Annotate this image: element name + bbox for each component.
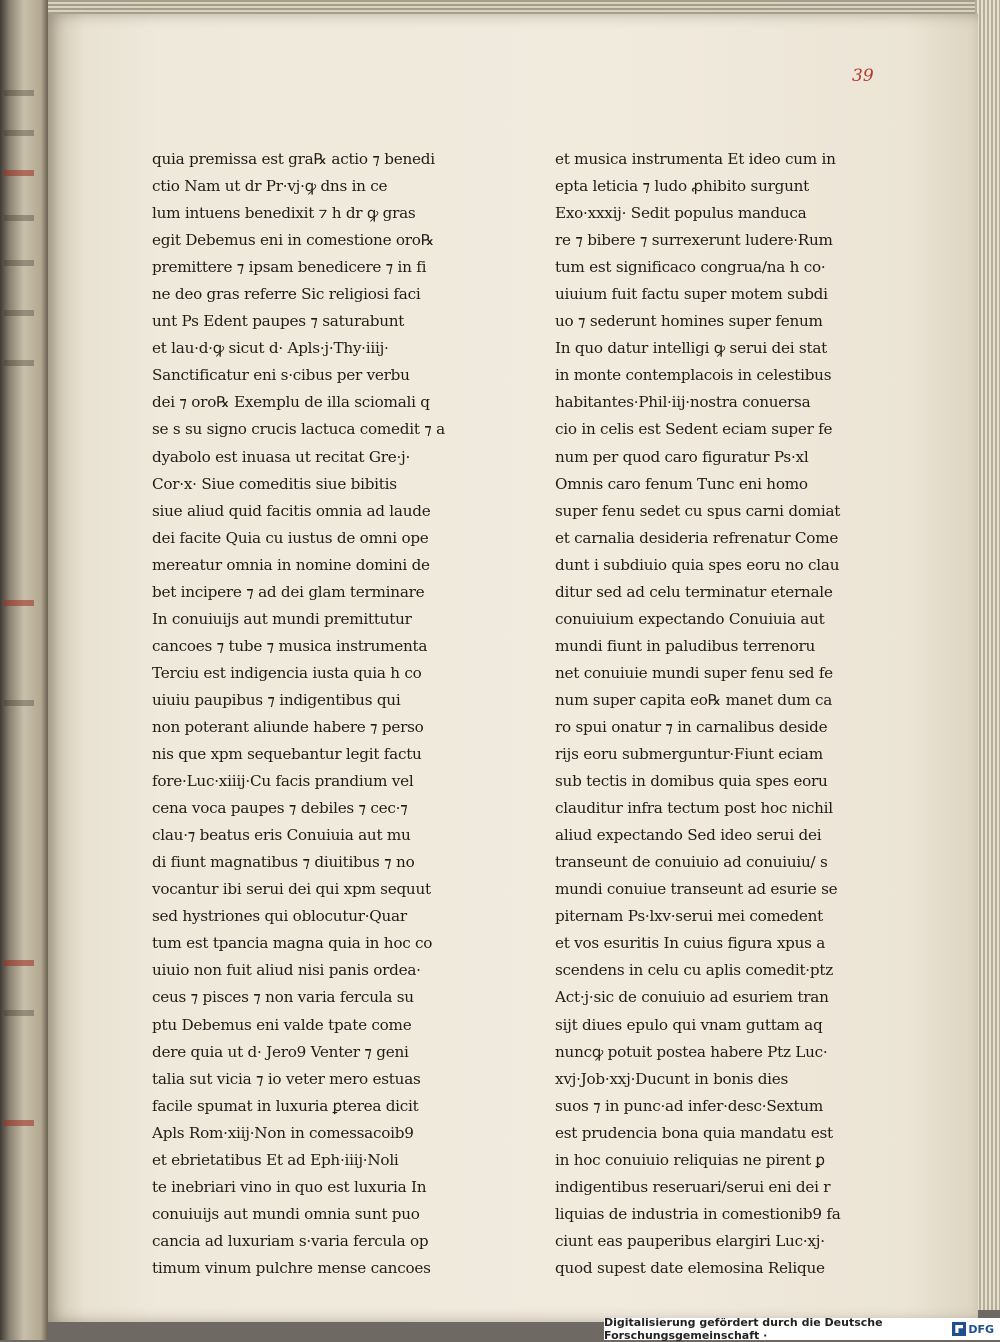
adjacent-text-fragment: [4, 130, 34, 136]
text-line: dei facite Quia cu iustus de omni ope: [152, 528, 429, 547]
text-line: quod supest date elemosina Relique: [555, 1258, 825, 1277]
text-line: quia premissa est gra℞ actio ⁊ benedi: [152, 150, 435, 168]
text-line: Terciu est indigencia iusta quia h co: [152, 663, 422, 682]
text-line: et ebrietatibus Et ad Eph·iiij·Noli: [152, 1150, 399, 1169]
text-line: uiuio non fuit aliud nisi panis ordea·: [152, 961, 421, 980]
text-line: suos ⁊ in punc·ad infer·desc·Sextum: [555, 1096, 824, 1115]
dfg-logo: [952, 1322, 994, 1336]
text-line: nuncꝙ potuit postea habere Ptz Luc·: [555, 1042, 828, 1061]
text-line: siue aliud quid facitis omnia ad laude: [152, 501, 431, 520]
credit-text: Digitalisierung gefördert durch die Deutsche Forschungsgemeinschaft ·: [604, 1316, 883, 1342]
text-line: Apls Rom·xiij·Non in comessacoib9: [152, 1123, 414, 1142]
text-line: ceus ⁊ pisces ⁊ non varia fercula su: [152, 988, 414, 1007]
text-line: Exo·xxxij· Sedit populus manduca: [555, 204, 807, 223]
digitization-credit-bar: [604, 1318, 1000, 1340]
text-line: uiuium fuit factu super motem subdi: [555, 285, 828, 304]
text-line: ne deo gras referre Sic religiosi faci: [152, 285, 421, 304]
text-line: clauditur infra tectum post hoc nichil: [555, 799, 833, 818]
adjacent-page-edge: [0, 0, 48, 1340]
text-line: indigentibus reseruari/serui eni dei r: [555, 1177, 831, 1196]
text-line: mereatur omnia in nomine domini de: [152, 555, 430, 574]
text-line: rijs eoru submerguntur·Fiunt eciam: [555, 745, 823, 764]
text-line: Cor·x· Siue comeditis siue bibitis: [152, 474, 397, 493]
text-line: cancia ad luxuriam s·varia fercula op: [152, 1231, 429, 1250]
text-line: In quo datur intelligi ꝙ serui dei stat: [555, 339, 827, 358]
text-line: et musica instrumenta Et ideo cum in: [555, 150, 836, 168]
text-line: unt Ps Edent paupes ⁊ saturabunt: [152, 312, 405, 331]
text-line: et carnalia desideria refrenatur Come: [555, 528, 839, 547]
text-line: Omnis caro fenum Tunc eni homo: [555, 474, 808, 493]
text-line: In conuiuijs aut mundi premittutur: [152, 609, 412, 628]
text-line: habitantes·Phil·iij·nostra conuersa: [555, 393, 811, 412]
adjacent-text-fragment: [4, 90, 34, 96]
text-line: et vos esuritis In cuius figura xpus a: [555, 934, 826, 953]
text-line: se s su signo crucis lactuca comedit ⁊ a: [152, 420, 445, 439]
text-line: ditur sed ad celu terminatur eternale: [555, 582, 833, 601]
text-line: sijt diues epulo qui vnam guttam aq: [555, 1015, 823, 1034]
text-line: Sanctificatur eni s·cibus per verbu: [152, 366, 410, 385]
text-line: cancoes ⁊ tube ⁊ musica instrumenta: [152, 636, 428, 655]
text-line: fore·Luc·xiiij·Cu facis prandium vel: [152, 772, 414, 791]
text-line: bet incipere ⁊ ad dei glam terminare: [152, 582, 425, 601]
text-line: cio in celis est Sedent eciam super fe: [555, 420, 833, 439]
text-line: xvj·Job·xxj·Ducunt in bonis dies: [555, 1069, 789, 1088]
text-line: dere quia ut d· Jero9 Venter ⁊ geni: [152, 1042, 409, 1061]
text-line: conuiuijs aut mundi omnia sunt puo: [152, 1204, 420, 1223]
text-line: facile spumat in luxuria ꝑterea dicit: [152, 1096, 419, 1115]
text-line: dunt i subdiuio quia spes eoru no clau: [555, 555, 840, 574]
text-line: cena voca paupes ⁊ debiles ⁊ cec·⁊: [152, 799, 408, 818]
text-line: uiuiu paupibus ⁊ indigentibus qui: [152, 690, 401, 709]
text-line: ptu Debemus eni valde tpate come: [152, 1015, 412, 1034]
text-line: transeunt de conuiuio ad conuiuiu/ s: [555, 853, 828, 872]
text-line: vocantur ibi serui dei qui xpm sequut: [152, 880, 431, 899]
adjacent-rubric-fragment: [4, 600, 34, 606]
adjacent-text-fragment: [4, 260, 34, 266]
text-line: clau·⁊ beatus eris Conuiuia aut mu: [152, 826, 411, 845]
text-line: dyabolo est inuasa ut recitat Gre·j·: [152, 447, 411, 466]
text-line: liquias de industria in comestionib9 fa: [555, 1204, 841, 1223]
text-line: timum vinum pulchre mense cancoes: [152, 1258, 431, 1277]
text-line: epta leticia ⁊ ludo ꝓhibito surgunt: [555, 177, 809, 196]
text-line: sed hystriones qui oblocutur·Quar: [152, 907, 407, 926]
text-line: ciunt eas pauperibus elargiri Luc·xj·: [555, 1231, 825, 1250]
adjacent-rubric-fragment: [4, 1120, 34, 1126]
text-line: in monte contemplacois in celestibus: [555, 366, 832, 385]
text-line: nis que xpm sequebantur legit factu: [152, 745, 422, 764]
text-line: et lau·d·ꝙ sicut d· Apls·j·Thy·iiij·: [152, 339, 389, 358]
text-line: re ⁊ bibere ⁊ surrexerunt ludere·Rum: [555, 231, 833, 250]
text-line: te inebriari vino in quo est luxuria In: [152, 1177, 427, 1196]
text-line: aliud expectando Sed ideo serui dei: [555, 826, 822, 845]
adjacent-text-fragment: [4, 700, 34, 706]
text-column-right: [555, 146, 890, 1282]
text-line: piternam Ps·lxv·serui mei comedent: [555, 907, 823, 926]
text-line: ro spui onatur ⁊ in carnalibus deside: [555, 717, 828, 736]
text-line: conuiuium expectando Conuiuia aut: [555, 609, 825, 628]
text-line: di fiunt magnatibus ⁊ diuitibus ⁊ no: [152, 853, 415, 872]
adjacent-text-fragment: [4, 360, 34, 366]
text-line: tum est tpancia magna quia in hoc co: [152, 934, 433, 953]
adjacent-text-fragment: [4, 1010, 34, 1016]
text-line: tum est significaco congrua/na h co·: [555, 258, 826, 277]
text-line: Act·j·sic de conuiuio ad esuriem tran: [555, 988, 829, 1007]
text-line: dei ⁊ oro℞ Exemplu de illa sciomali q: [152, 393, 430, 412]
adjacent-text-fragment: [4, 310, 34, 316]
text-line: num super capita eo℞ manet dum ca: [555, 690, 833, 709]
adjacent-rubric-fragment: [4, 960, 34, 966]
text-line: num per quod caro figuratur Ps·xl: [555, 447, 809, 466]
text-line: non poterant aliunde habere ⁊ perso: [152, 717, 424, 736]
text-line: in hoc conuiuio reliquias ne pirent ꝑ: [555, 1150, 825, 1169]
folio-number: 39: [852, 66, 874, 86]
text-line: lum intuens benedixit ⁊ h dr ꝙ gras: [152, 204, 416, 223]
text-line: sub tectis in domibus quia spes eoru: [555, 772, 828, 791]
text-line: uo ⁊ sederunt homines super fenum: [555, 312, 823, 331]
dfg-logo-icon: [952, 1322, 966, 1336]
text-line: est prudencia bona quia mandatu est: [555, 1123, 833, 1142]
text-line: scendens in celu cu aplis comedit·ptz: [555, 961, 833, 980]
text-line: super fenu sedet cu spus carni domiat: [555, 501, 841, 520]
adjacent-text-fragment: [4, 215, 34, 221]
text-line: ctio Nam ut dr Pr·vj·ꝙ dns in ce: [152, 177, 388, 196]
adjacent-rubric-fragment: [4, 170, 34, 176]
text-line: talia sut vicia ⁊ io veter mero estuas: [152, 1069, 421, 1088]
dfg-logo-text: DFG: [968, 1322, 994, 1336]
text-line: egit Debemus eni in comestione oro℞: [152, 231, 435, 250]
book-fore-edge: [975, 0, 1000, 1310]
text-column-left: [152, 146, 487, 1282]
text-line: premittere ⁊ ipsam benedicere ⁊ in fi: [152, 258, 427, 277]
text-line: net conuiuie mundi super fenu sed fe: [555, 663, 833, 682]
text-line: mundi fiunt in paludibus terrenoru: [555, 636, 816, 655]
text-line: mundi conuiue transeunt ad esurie se: [555, 880, 838, 899]
